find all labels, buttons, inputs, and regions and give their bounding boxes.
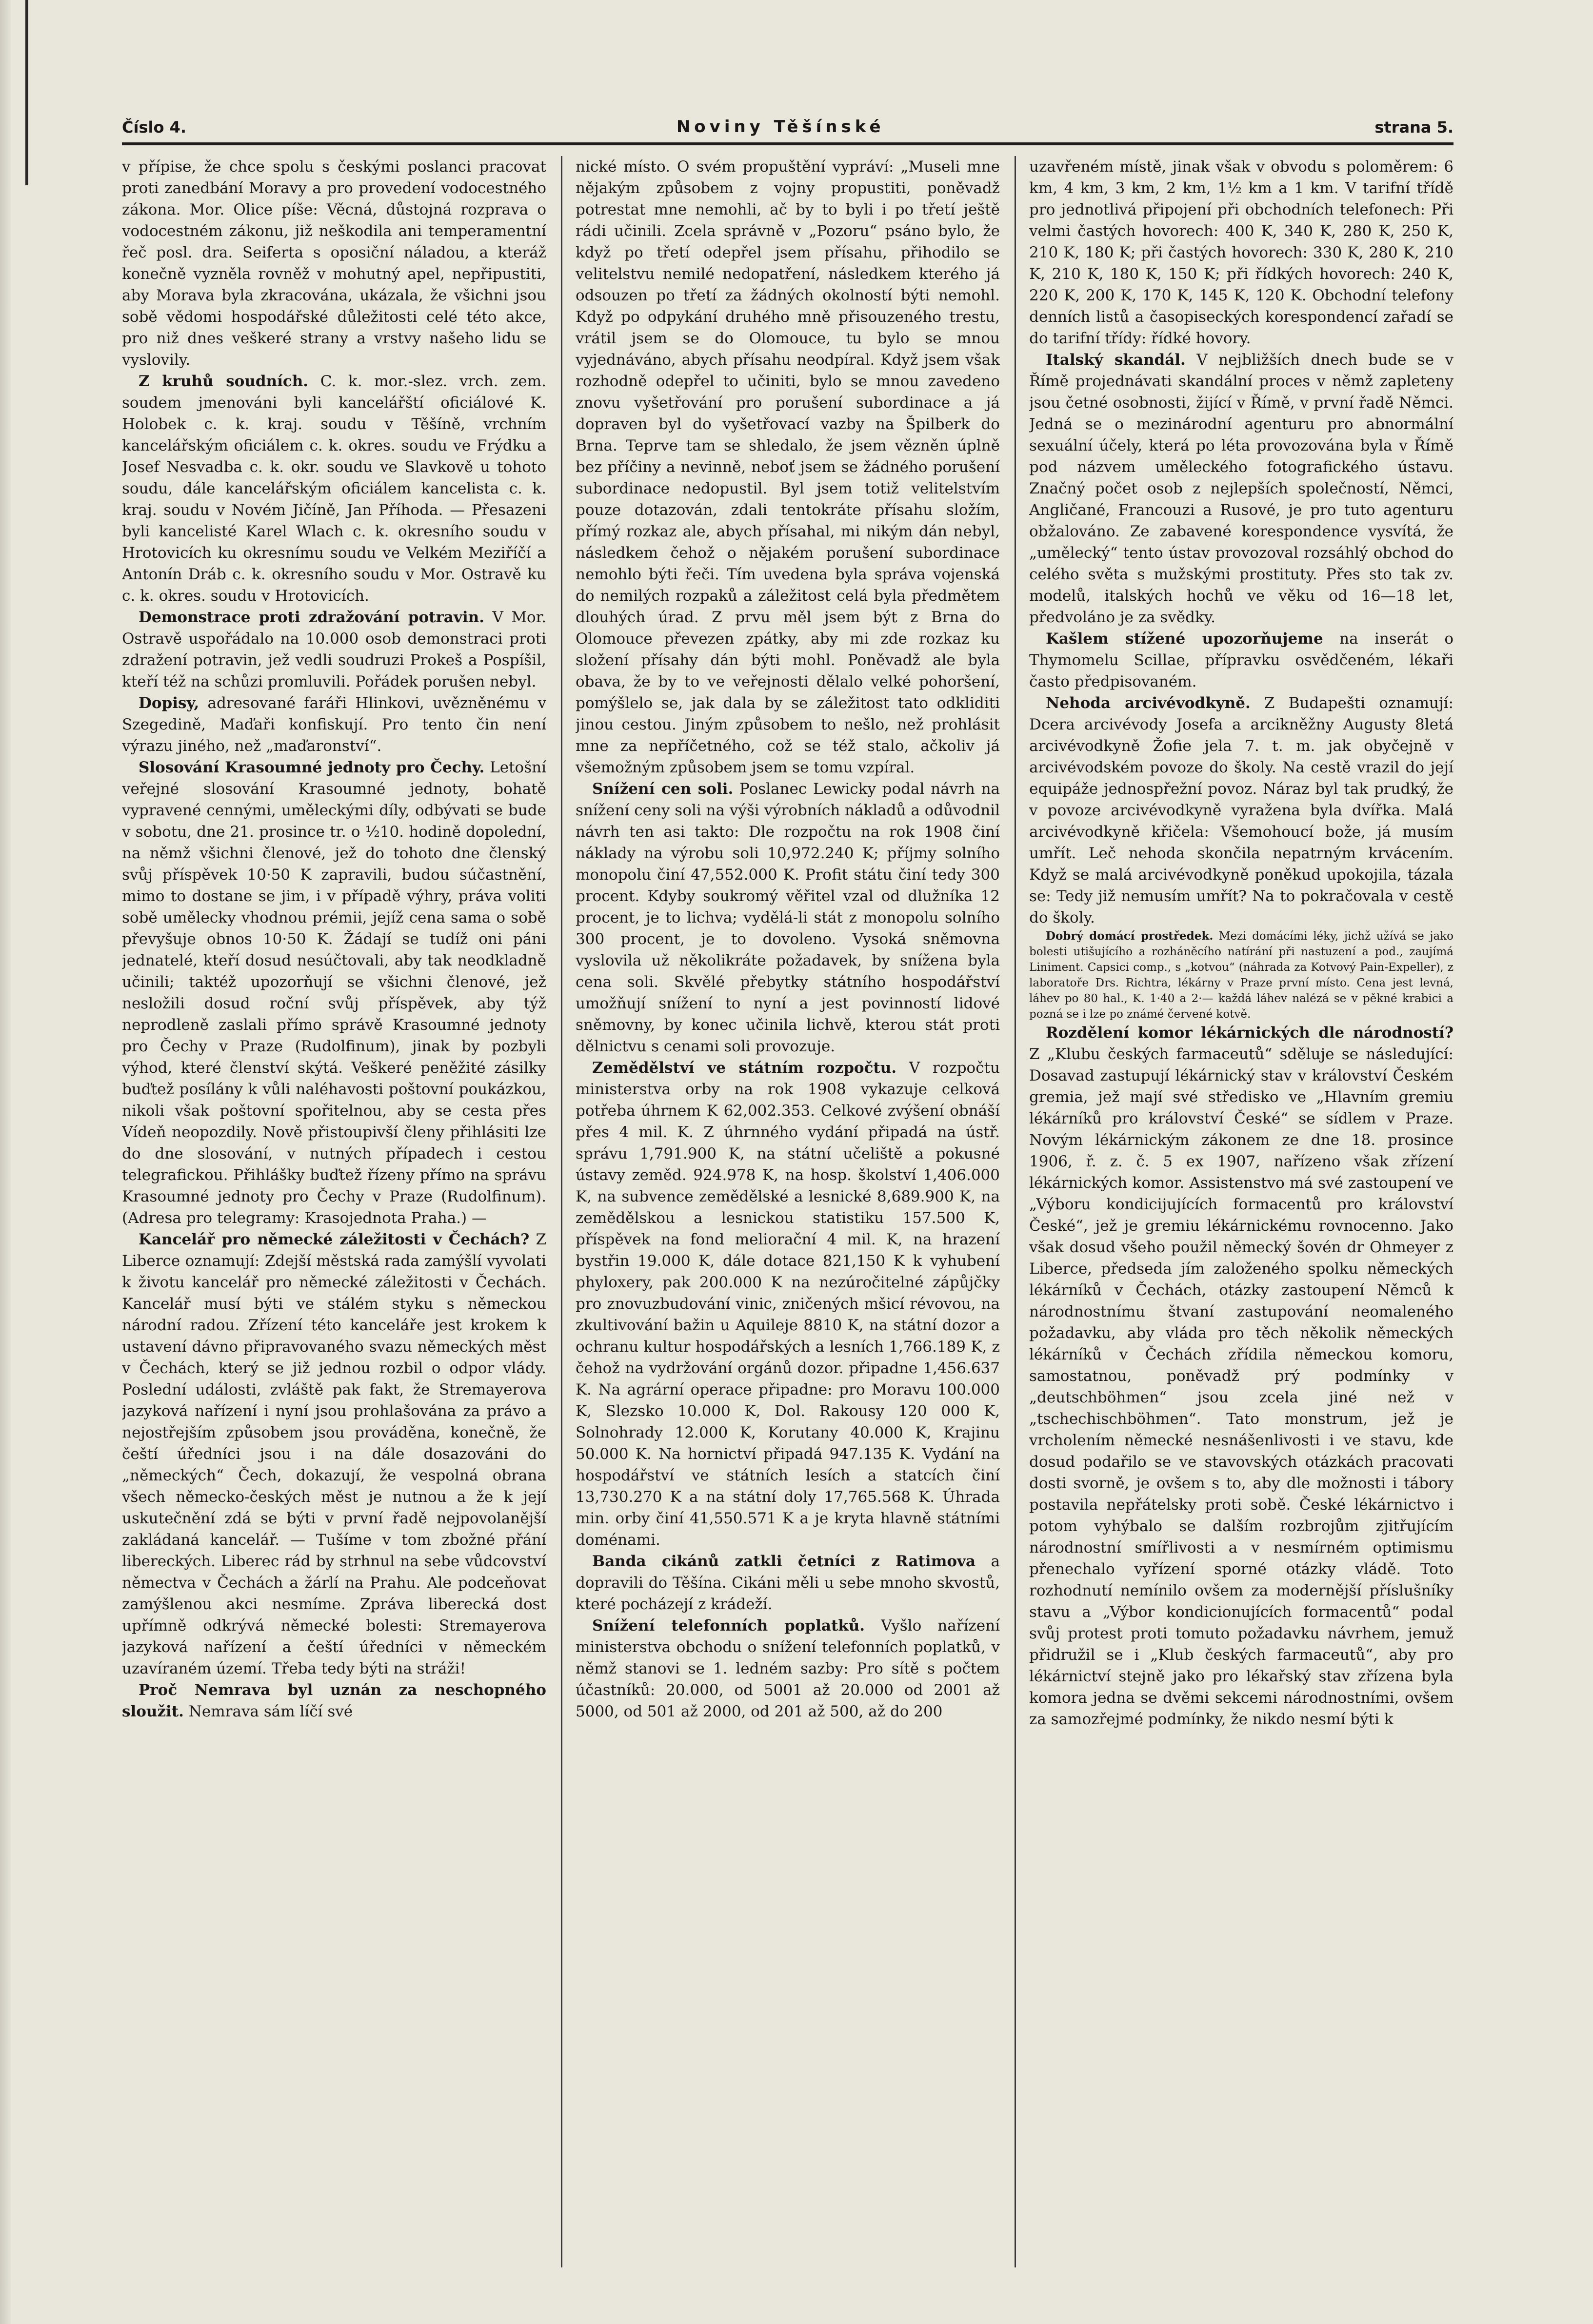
text-column-1 <box>122 156 546 2267</box>
article-headline: Snížení telefonních poplatků. <box>592 1617 865 1635</box>
article-headline: Italský skandál. <box>1046 351 1186 369</box>
article-text: Z Liberce oznamují: Zdejší městská rada zamýšlí vyvolati k životu kancelář pro německé záležitosti v Čechách. Kancelář musí býti ve stálém styku s německou národní radou. Zřízení této kanceláře jest krokem k ustavení dávno připravovaného svazu německých měst v Čechách, který se již jednou rozbil o odpor vlády. Poslední události, zvláště pak fakt, že Stremayerova jazyková nařízení i nyní jsou prohlašována za právo a nejostřejším způsobem jsou prováděna, konečně, že čeští úředníci jsou i na dále dosazováni do „německých“ Čech, dokazují, že vespolná obrana všech německo-českých měst je nutnou a že k její uskutečnění zdá se býti v první řadě nejpovolanější zakládaná kancelář. — Tušíme v tom zbožné přání libereckých. Liberec rád by strhnul na sebe vůdcovství němectva v Čechách a žárlí na Prahu. Ale podceňovat zamýšlenou akci nesmíme. Zpráva liberecká dost upřímně odkrývá německé bolesti: Stremayerova jazyková nařízení a čeští úředníci v německém uzavíraném území. Třeba tedy býti na stráži! <box>122 1231 546 1677</box>
page-number: strana 5. <box>1374 118 1454 137</box>
article-text: uzavřeném místě, jinak však v obvodu s poloměrem: 6 km, 4 km, 3 km, 2 km, 1½ km a 1 km. V tarifní třídě pro jednotlivá připojení při obchodních telefonech: Při velmi častých hovorech: 400 K, 340 K, 280 K, 250 K, 210 K, 180 K; při častých hovorech: 330 K, 280 K, 210 K, 210 K, 180 K, 150 K; při řídkých hovorech: 240 K, 220 K, 200 K, 170 K, 145 K, 120 K. Obchodní telefony denních listů a časopiseckých korespondencí zařadí se do tarifní třídy: řídké hovory. <box>1029 158 1454 347</box>
article-text: Letošní veřejné slosování Krasoumné jednoty, bohatě vypravené cennými, uměleckými díly, odbývati se bude v sobotu, dne 21. prosince tr. o ½10. hodině dopolední, na němž všichni členové, jež do tohoto dne členský svůj příspěvek 10·50 K zapravili, budou súčastnění, mimo to dostane se jim, i v případě výhry, práva voliti sobě umělecky vhodnou prémii, jejíž cena sama o sobě převyšuje obnos 10·50 K. Žádají se tudíž oni páni jednatelé, kteří dosud nesúčtovali, aby tak neodkladně učinili; taktéž upozorňují se všichni členové, jež nesložili dosud roční svůj příspěvek, aby týž neprodleně zaslali přímo správě Krasoumné jednoty pro Čechy v Praze (Rudolfinum), jinak by pozbyli výhod, které členství skýtá. Veškeré peněžité zásilky buďtež posílány k vůli naléhavosti poštovní poukázkou, nikoli však poštovní spořitelnou, aby se cesta přes Vídeň neopozdily. Nově přistoupivší členy přihlásiti lze do dne slosování, v nutných případech i cestou telegrafickou. Přihlášky buďtež řízeny přímo na správu Krasoumné jednoty pro Čechy v Praze (Rudolfinum). (Adresa pro telegramy: Krasojednota Praha.) — <box>122 759 546 1227</box>
article-text: nické místo. O svém propuštění vypráví: „Museli mne nějakým způsobem z vojny propustiti, poněvadž potrestat mne nemohli, ač by to byli i po třetí ještě rádi učinili. Zcela správně v „Pozoru“ psáno bylo, že když po třetí odepřel jsem přísahu, přihodilo se velitelstvu nemilé nedopatření, následkem kterého já odsouzen po třetí za žádných okolností býti nemohl. Když po odpykání druhého mně přisouzeného trestu, vrátil jsem se do Olomouce, tu bylo se mnou vyjednáváno, abych přísahu neodpíral. Když jsem však rozhodně odepřel to učiniti, bylo se mnou zavedeno znovu vyšetřování pro porušení subordinace a já dopraven byl do vyšetřovací vazby na Špilberk do Brna. Teprve tam se shledalo, že jsem vězněn úplně bez příčiny a nevinně, neboť jsem se žádného porušení subordinace nedopustil. Byl jsem totiž velitelstvím pouze dotazován, zdali tentokráte přísahu složím, přímý rozkaz ale, abych přísahal, mi nikým dán nebyl, následkem čehož o nějakém porušení subordinace nemohlo býti řeči. Tím uvedena byla správa vojenská do nemilých rozpaků a záležitost celá byla předmětem dlouhých úrad. Z prvu měl jsem být z Brna do Olomouce převezen zpátky, aby mi zde rozkaz ku složení přísahy dán býti mohl. Poněvadž ale byla obava, že by to ve veřejnosti dělalo velké pohoršení, pomýšlelo se, jak dala by se záležitost tato odkliditi jinou cestou. Jiným způsobem to nešlo, než prohlásit mne za nepříčetného, což se též stalo, ačkoliv já všemožným způsobem jsem se tomu vzpíral. <box>576 158 1000 776</box>
header-rule <box>122 142 1454 145</box>
article-text: adresované faráři Hlinkovi, uvězněnému v Szegedině, Maďaři konfiskují. Pro tento čin není výrazu jiného, než „maďaronství“. <box>122 694 546 755</box>
article-text: Vyšlo nařízení ministerstva obchodu o snížení telefonních poplatků, v němž stanovi se 1. ledném sazby: Pro sítě s počtem účastníků: 20.000, od 5001 až 20.000 od 2001 až 5000, od 501 až 2000, od 201 až 500, až do 200 <box>576 1617 1000 1720</box>
article-headline: Nehoda arcivévodkyně. <box>1046 694 1251 712</box>
article-paragraph <box>122 757 546 1229</box>
article-paragraph <box>576 1551 1000 1615</box>
article-paragraph <box>122 607 546 692</box>
article-paragraph <box>576 778 1000 1057</box>
column-divider <box>561 156 562 2267</box>
article-text: a dopravili do Těšína. Cikáni měli u sebe mnoho skvostů, které pocházejí z krádeží. <box>576 1553 1000 1613</box>
text-column-3 <box>1029 156 1454 2267</box>
text-column-2 <box>576 156 1000 2267</box>
article-paragraph <box>122 156 546 371</box>
article-text: V Mor. Ostravě uspořádalo na 10.000 osob demonstraci proti zdražení potravin, jež vedli soudruzi Prokeš a Pospíšil, kteří též na schůzi promluvili. Pořádek porušen nebyl. <box>122 609 546 690</box>
article-headline: Dobrý domácí prostředek. <box>1046 929 1214 943</box>
article-text: Nemrava sám líčí své <box>188 1703 353 1720</box>
article-text: Z „Klubu českých farmaceutů“ sděluje se následující: Dosavad zastupují lékárnický stav v království Českém gremia, jež mají své středisko ve „Hlavním gremiu lékárníků pro království České“ se sídlem v Praze. Novým lékárnickým zákonem ze dne 18. prosince 1906, ř. z. č. 5 ex 1907, nařízeno však zřízení lékárnických komor. Assistenstvo má své zastoupení ve „Výboru kondicijujících formacentů pro království České“, jež je gremiu lékárnickému rovnocenno. Jako však dosud všeho použil německý šovén dr Ohmeyer z Liberce, předseda jím založeného spolku německých lékárníků v Čechách, otázky zastoupení Němců k národnostnímu štvaní zastupování neomaleného požadavku, aby vláda pro těch několik německých lékárníků v Čechách zřídila německou komoru, samostatnou, poněvadž prý podmínky v „deutschböhmen“ jsou zcela jiné než v „tschechischböhmen“. Tato monstrum, jež je vrcholením německé nesnášenlivosti i ve stavu, kde dosud podařilo se ve stavovských otázkách pracovati dosti svorně, je ovšem s to, aby dle možnosti i tábory postavila nepřátelsky proti sobě. České lékárnictvo i potom vyhýbalo se dalším rozbrojům zjitřujícím národnostní smířlivosti a v nesmírném optimismu přenechalo vyřízení sporné otázky vládě. Toto rozhodnutí nemínilo ovšem za modernější příslušníky stavu a „Výbor kondicionujících formacentů“ podal svůj protest proti tomuto požadavku návrhem, jemuž přidružil se i „Klub českých farmaceutů“, aby pro lékárnictví stejně jako pro lékařský stav zřízena byla komora jedna se dvěmi sekcemi národnostními, ovšem za samozřejmé podmínky, že nikdo nesmí býti k <box>1029 1045 1454 1728</box>
article-paragraph <box>576 1057 1000 1551</box>
article-paragraph <box>1029 628 1454 692</box>
scan-margin <box>0 0 11 2324</box>
column-divider <box>1015 156 1016 2267</box>
article-headline: Zemědělství ve státním rozpočtu. <box>592 1059 897 1077</box>
newspaper-page <box>122 102 1454 2267</box>
article-headline: Slosování Krasoumné jednoty pro Čechy. <box>139 759 485 776</box>
article-headline: Rozdělení komor lékárnických dle národností? <box>1046 1024 1454 1042</box>
article-paragraph <box>122 1229 546 1679</box>
article-headline: Banda cikánů zatkli četníci z Ratimova <box>592 1553 976 1570</box>
article-paragraph <box>122 1679 546 1722</box>
article-headline: Kancelář pro německé záležitosti v Čechách? <box>139 1231 530 1248</box>
article-paragraph <box>122 371 546 607</box>
article-headline: Kašlem stížené upozorňujeme <box>1046 630 1323 648</box>
article-text: V rozpočtu ministerstva orby na rok 1908 vykazuje celková potřeba úhrnem K 62,002.353. Celkové zvýšení obnáší přes 4 mil. K. Z úhrnného vydání připadá na ústř. správu 1,791.900 K, na státní učeliště a pokusné ústavy zeměd. 924.978 K, na hosp. školství 1,406.000 K, na subvence zemědělské a lesnické 8,689.900 K, na zemědělskou a lesnickou statistiku 157.500 K, příspěvek na fond meliorační 4 mil. K, na hrazení bystřin 19.000 K, dále dotace 821,150 K k vyhubení phyloxery, pak 200.000 K na nezúročitelné zápůjčky pro znovuzbudování vinic, zničených mšicí révovou, na zkultivování bažin u Aquileje 8810 K, na státní dozor a ochranu kultur hospodářských a lesních 1,766.189 K, z čehož na vydržování orgánů dozor. připadne 1,456.637 K. Na agrární operace připadne: pro Moravu 100.000 K, Slezsko 10.000 K, Dol. Rakousy 120 000 K, Solnohrady 12.000 K, Korutany 40.000 K, Krajinu 50.000 K. Na hornictví připadá 947.135 K. Vydání na hospodářství ve státních lesích a statcích činí 13,730.270 K a na státní doly 17,765.568 K. Úhrada min. orby činí 41,550.571 K a je kryta hlavně státními doménami. <box>576 1059 1000 1549</box>
page-header <box>122 102 1454 137</box>
article-text: Mezi domácími léky, jichž užívá se jako bolesti utišujícího a rozháněcího natírání při nastuzení a pod., zaujímá Liniment. Capsici comp., s „kotvou“ (náhrada za Kotvový Pain-Expeller), z laboratoře Drs. Richtra, lékárny v Praze první místo. Cena jest levná, láhev po 80 hal., K. 1·40 a 2·— každá láhev nalézá se v pěkné krabici a pozná se i lze po známé červené kotvě. <box>1029 930 1454 1021</box>
article-text: Z Budapešti oznamují: Dcera arcivévody Josefa a arcikněžny Augusty 8letá arcivévodkyně Žofie jela 7. t. m. jak obyčejně v arcivévodském povoze do školy. Na cestě vrazil do její equipáže jednospřežní povoz. Náraz byl tak prudký, že v povoze arcivévodkyně vyražena byla dvířka. Malá arcivévodkyně křičela: Všemohoucí bože, já musím umřít. Leč nehoda skončila nepatrným krvácením. Když se malá arcivévodkyně poněkud upokojila, tázala se: Tedy již nemusím umřít? Na to pokračovala v cestě do školy. <box>1029 694 1454 926</box>
article-headline: Dopisy, <box>139 694 199 712</box>
article-paragraph <box>1029 1022 1454 1730</box>
article-paragraph <box>122 692 546 757</box>
article-headline: Snížení cen soli. <box>592 780 734 798</box>
article-text: Poslanec Lewicky podal návrh na snížení ceny soli na výši výrobních nákladů a odůvodnil návrh ten asi takto: Dle rozpočtu na rok 1908 činí náklady na výrobu soli 10,972.240 K; příjmy solního monopolu činí 47,552.000 K. Profit státu činí tedy 300 procent. Kdyby soukromý věřitel vzal od dlužníka 12 procent, je to lichva; vydělá-li stát z monopolu solního 300 procent, je to dovoleno. Vysoká sněmovna vyslovila už několikráte požadavek, by snížena byla cena soli. Skvělé přebytky státního hospodářství umožňují snížení to nyní a jest povinností lidové sněmovny, by konec učinila lichvě, kterou stát proti dělnictvu s cenami soli provozuje. <box>576 780 1000 1055</box>
article-headline: Proč Nemrava byl uznán za neschopného sloužit. <box>122 1681 546 1720</box>
article-text: na inserát o Thymomelu Scillae, přípravku osvědčeném, lékaři často předpisovaném. <box>1029 630 1454 690</box>
article-headline: Z kruhů soudních. <box>139 373 309 390</box>
article-paragraph <box>1029 349 1454 628</box>
newspaper-title: Noviny Těšínské <box>676 117 885 137</box>
article-paragraph <box>1029 928 1454 1022</box>
article-text: V nejbližších dnech bude se v Římě projednávati skandální proces v němž zapleteny jsou četné osobnosti, žijící v Římě, v první řadě Němci. Jedná se o mezinárodní agenturu pro abnormální sexuální účely, která po léta provozována byla v Římě pod názvem uměleckého fotografického ústavu. Značný počet osob z nejlepších společností, Němci, Angličané, Francouzi a Rusové, je pro tuto agenturu obžalováno. Ze zabavené korespondence vysvítá, že „umělecký“ tento ústav provozoval rozsáhlý obchod do celého světa s mužskými prostituty. Přes sto tak zv. modelů, italských hochů ve věku od 16—18 let, předvoláno je za svědky. <box>1029 351 1454 626</box>
article-paragraph <box>576 1615 1000 1722</box>
article-headline: Demonstrace proti zdražování potravin. <box>139 609 484 626</box>
issue-number: Číslo 4. <box>122 118 187 137</box>
article-paragraph <box>576 156 1000 778</box>
article-text: v přípise, že chce spolu s českými poslanci pracovat proti zanedbání Moravy a pro provedení vodocestného zákona. Mor. Olice píše: Věcná, důstojná rozprava o vodocestném zákonu, již neškodila ani temperamentní řeč posl. dra. Seiferta s oposiční náladou, a kteráž konečně vyzněla rovněž v mohutný apel, nepřipustiti, aby Morava byla zkracována, ukázala, že všichni jsou sobě vědomi hospodářské důležitosti celé této akce, pro niž dnes veškeré strany a vrstvy našeho lidu se vyslovily. <box>122 158 546 369</box>
article-text: C. k. mor.-slez. vrch. zem. soudem jmenováni byli kancelářští oficiálové K. Holobek c. k. kraj. soudu v Těšíně, vrchním kancelářským oficiálem c. k. okres. soudu ve Frýdku a Josef Nesvadba c. k. okr. soudu ve Slavkově u tohoto soudu, dále kancelářským oficiálem kancelista c. k. kraj. soudu v Novém Jičíně, Jan Příhoda. — Přesazeni byli kancelisté Karel Wlach c. k. okresního soudu v Hrotovicích ku okresnímu soudu ve Velkém Meziříčí a Antonín Dráb c. k. okresního soudu v Mor. Ostravě ku c. k. okres. soudu v Hrotovicích. <box>122 373 546 605</box>
article-paragraph <box>1029 692 1454 928</box>
article-paragraph <box>1029 156 1454 349</box>
